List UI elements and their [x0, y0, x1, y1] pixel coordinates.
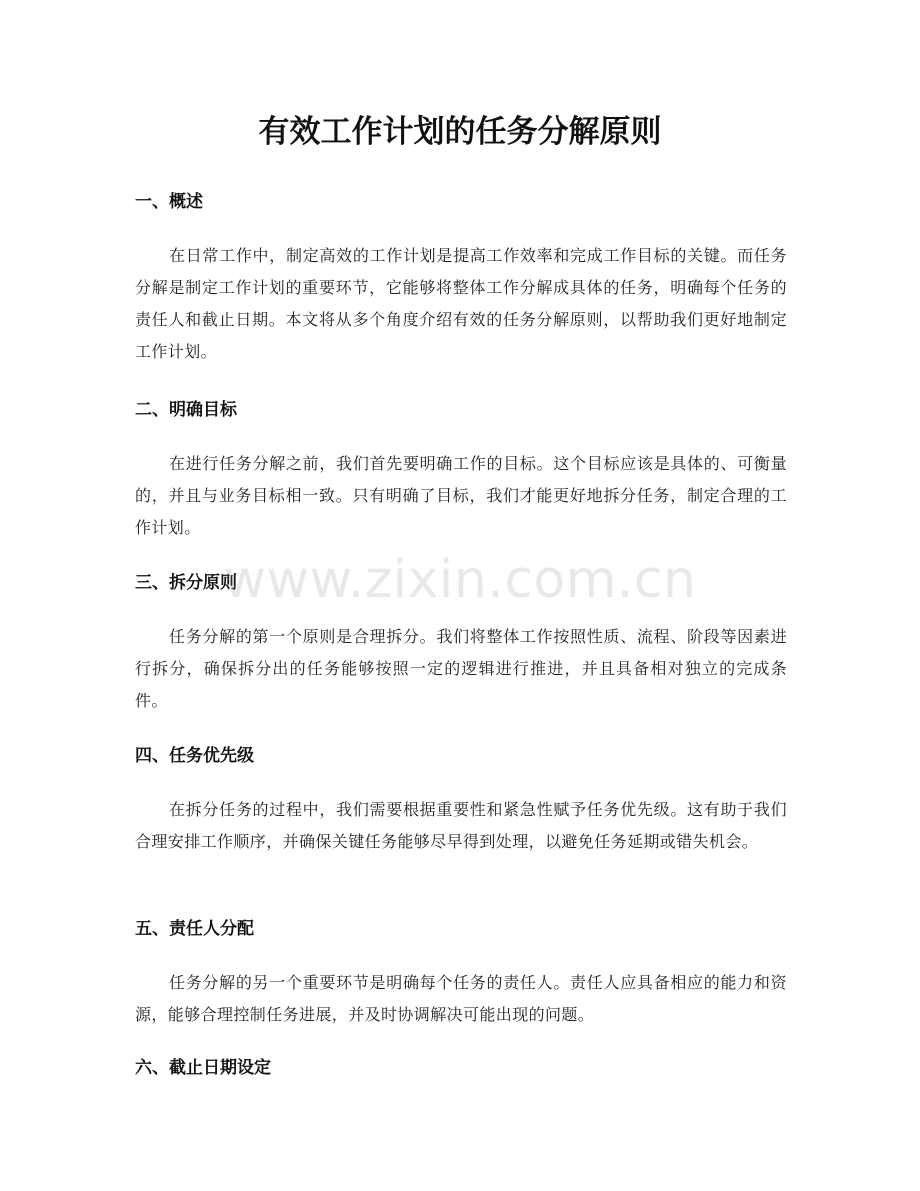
section-heading: 四、任务优先级	[135, 746, 254, 766]
section-heading: 二、明确目标	[135, 400, 237, 420]
section-heading: 三、拆分原则	[135, 573, 237, 593]
section-owner-assignment	[135, 916, 787, 1031]
document-title: 有效工作计划的任务分解原则	[258, 114, 662, 150]
section-heading: 六、截止日期设定	[135, 1058, 271, 1078]
section-task-priority	[135, 743, 787, 858]
section-paragraph: 任务分解的另一个重要环节是明确每个任务的责任人。责任人应具备相应的能力和资源，能够合理控制任务进展，并及时协调解决可能出现的问题。	[135, 973, 787, 1024]
section-overview	[135, 189, 787, 368]
section-clear-goals	[135, 397, 787, 544]
section-paragraph: 任务分解的第一个原则是合理拆分。我们将整体工作按照性质、流程、阶段等因素进行拆分，确保拆分出的任务能够按照一定的逻辑进行推进，并且具备相对独立的完成条件。	[135, 627, 787, 710]
section-paragraph: 在拆分任务的过程中，我们需要根据重要性和紧急性赋予任务优先级。这有助于我们合理安排工作顺序，并确保关键任务能够尽早得到处理，以避免任务延期或错失机会。	[135, 800, 787, 851]
section-heading: 一、概述	[135, 192, 203, 212]
section-paragraph: 在进行任务分解之前，我们首先要明确工作的目标。这个目标应该是具体的、可衡量的，并且与业务目标相一致。只有明确了目标，我们才能更好地拆分任务，制定合理的工作计划。	[135, 454, 787, 537]
watermark: www.zixin.com.cn	[223, 550, 697, 610]
section-split-principle	[135, 570, 787, 717]
section-paragraph: 在日常工作中，制定高效的工作计划是提高工作效率和完成工作目标的关键。而任务分解是制定工作计划的重要环节，它能够将整体工作分解成具体的任务，明确每个任务的责任人和截止日期。本文将从多个角度介绍有效的任务分解原则，以帮助我们更好地制定工作计划。	[135, 246, 787, 361]
section-heading: 五、责任人分配	[135, 919, 254, 939]
section-deadline-setting	[135, 1055, 787, 1081]
